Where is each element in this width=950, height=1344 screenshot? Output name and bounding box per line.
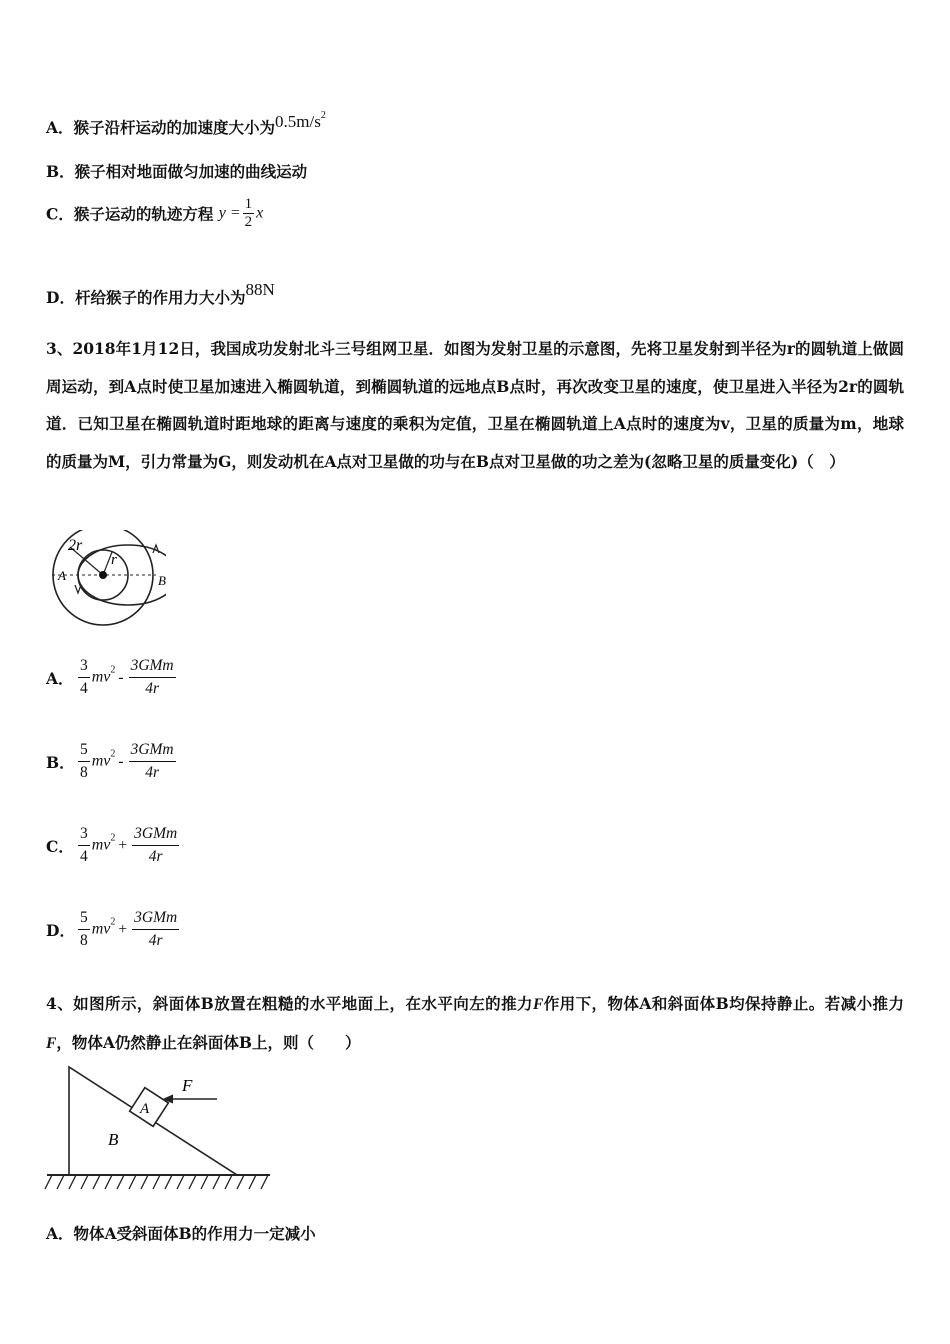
q3-coef-num: 3	[78, 655, 90, 678]
hatch-line	[165, 1175, 172, 1189]
q3-coef-num: 5	[78, 907, 90, 930]
label-a-point: A	[58, 568, 66, 583]
q3-frac-den: 4r	[145, 680, 159, 697]
q3-option-fraction	[129, 739, 176, 784]
hatch-line	[177, 1175, 184, 1189]
q3-mv-exp: 2	[110, 664, 116, 676]
q2-option-c	[46, 196, 263, 231]
hatch-line	[201, 1175, 208, 1189]
hatch-line	[45, 1175, 52, 1189]
hatch-line	[129, 1175, 136, 1189]
q3-option-label: A．	[46, 668, 74, 688]
q3-option-coefficient	[78, 823, 90, 868]
ground-hatching	[45, 1175, 268, 1189]
q3-option	[46, 655, 178, 700]
q3-frac-num: 3GMm	[132, 823, 179, 846]
q2-option-c-fraction	[243, 196, 255, 231]
q3-option-coefficient	[78, 655, 90, 700]
q3-frac-num: 3GMm	[132, 907, 179, 930]
q2-option-b-text: 猴子相对地面做匀加速的曲线运动	[74, 162, 308, 181]
q4-option-a	[46, 1222, 316, 1244]
q3-option-label: C．	[46, 836, 74, 856]
label-b-block: B	[108, 1130, 119, 1149]
hatch-line	[237, 1175, 244, 1189]
q4-text-part3: ，物体A仍然静止在斜面体B上，则（ ）	[56, 1032, 361, 1052]
hatch-line	[213, 1175, 220, 1189]
q3-frac-den: 4r	[145, 764, 159, 781]
hatch-line	[189, 1175, 196, 1189]
q3-option-coefficient	[78, 739, 90, 784]
q3-operator: +	[118, 920, 128, 938]
q3-frac-num: 3GMm	[129, 739, 176, 762]
q2-option-a-value	[275, 112, 326, 131]
q3-mv-exp: 2	[110, 916, 116, 928]
q3-mv-exp: 2	[110, 748, 116, 760]
q2-option-d-text: 杆给猴子的作用力大小为	[74, 288, 246, 307]
label-r: r	[111, 552, 117, 568]
hatch-line	[105, 1175, 112, 1189]
q2-option-c-label: C．	[46, 204, 74, 224]
q3-option	[46, 823, 181, 868]
q2-option-c-den: 2	[244, 214, 253, 230]
q3-mv: mv	[91, 920, 111, 938]
hatch-line	[117, 1175, 124, 1189]
q3-operator: +	[118, 836, 128, 854]
q4-incline-diagram	[42, 1065, 282, 1195]
q2-option-d-label: D．	[46, 288, 75, 307]
q4-force-symbol-1: F	[532, 996, 544, 1013]
q4-option-a-text: 物体A受斜面体B的作用力一定减小	[73, 1224, 316, 1243]
q3-option-coefficient	[78, 907, 90, 952]
q3-coef-den: 4	[80, 848, 88, 865]
hatch-line	[69, 1175, 76, 1189]
q4-text-part1: 4、如图所示，斜面体B放置在粗糙的水平地面上，在水平向左的推力	[46, 994, 533, 1013]
q2-option-a-value-text: 0.5m/s	[275, 112, 321, 131]
q2-option-a-label: A．	[46, 118, 74, 137]
q2-option-d	[46, 280, 275, 308]
hatch-line	[93, 1175, 100, 1189]
q3-text: 3、2018年1月12日，我国成功发射北斗三号组网卫星．如图为发射卫星的示意图，先将卫星发射到半径为r的圆轨道上做圆周运动，到A点时使卫星加速进入椭圆轨道，到椭圆轨道的远地点B点时，再次改变卫星的速度，使卫星进入半径为2r的圆轨道．已知卫星在椭圆轨道时距地球的距离与速度的乘积为定值，卫星在椭圆轨道上A点时的速度为v，卫星的质量为m，地球的质量为M，引力常量为G，则发动机在A点对卫星做的功与在B点对卫星做的功之差为(忽略卫星的质量变化)（ ）	[46, 339, 904, 471]
q4-text-part2: 作用下，物体A和斜面体B均保持静止。若减小推力	[543, 994, 904, 1013]
q2-option-c-lhs: y =	[218, 204, 241, 222]
hatch-line	[225, 1175, 232, 1189]
q3-mv: mv	[91, 836, 111, 854]
q2-option-d-value: 88N	[245, 280, 275, 299]
label-b-point: B	[158, 573, 166, 588]
q2-option-a-text: 猴子沿杆运动的加速度大小为	[73, 118, 276, 137]
hatch-line	[153, 1175, 160, 1189]
label-2r: 2r	[68, 537, 83, 554]
hatch-line	[141, 1175, 148, 1189]
q2-option-c-rhs: x	[256, 204, 264, 222]
q3-option-label: D．	[46, 920, 75, 940]
hatch-line	[57, 1175, 64, 1189]
q2-option-c-text: 猴子运动的轨迹方程	[73, 204, 214, 224]
q3-option-fraction	[132, 823, 179, 868]
q3-option-fraction	[129, 655, 176, 700]
orbit-arrow-up	[153, 545, 159, 553]
q3-option-label: B．	[46, 752, 75, 772]
q3-mv: mv	[91, 752, 111, 770]
q3-option-fraction	[132, 907, 179, 952]
q3-operator: -	[118, 752, 124, 770]
q3-frac-den: 4r	[148, 848, 163, 865]
q3-option	[46, 739, 178, 784]
q3-option	[46, 907, 181, 952]
q3-coef-den: 8	[80, 932, 88, 949]
q4-force-symbol-2: F	[46, 1034, 57, 1052]
q4-option-a-label: A．	[46, 1224, 74, 1243]
hatch-line	[81, 1175, 88, 1189]
hatch-line	[249, 1175, 256, 1189]
q3-mv-exp: 2	[110, 832, 116, 844]
label-a-block: A	[140, 1101, 150, 1117]
q3-coef-num: 3	[78, 823, 90, 846]
q3-frac-num: 3GMm	[129, 655, 176, 678]
q3-mv: mv	[91, 668, 111, 686]
q2-option-c-num: 1	[244, 196, 253, 212]
orbit-arrow-down	[75, 585, 81, 593]
q3-coef-den: 8	[80, 764, 88, 781]
q3-frac-den: 4r	[148, 932, 163, 949]
q2-option-a	[46, 110, 326, 138]
q2-option-b-label: B．	[46, 162, 75, 181]
earth-dot	[99, 571, 107, 579]
q4-text	[46, 985, 904, 1062]
q3-coef-den: 4	[80, 680, 88, 697]
q2-option-a-value-exp: 2	[320, 110, 326, 121]
label-f: F	[182, 1076, 193, 1095]
q3-coef-num: 5	[78, 739, 90, 762]
q3-operator: -	[118, 668, 124, 686]
q3-orbit-diagram	[46, 530, 166, 630]
hatch-line	[261, 1175, 268, 1189]
q2-option-b	[46, 160, 307, 182]
